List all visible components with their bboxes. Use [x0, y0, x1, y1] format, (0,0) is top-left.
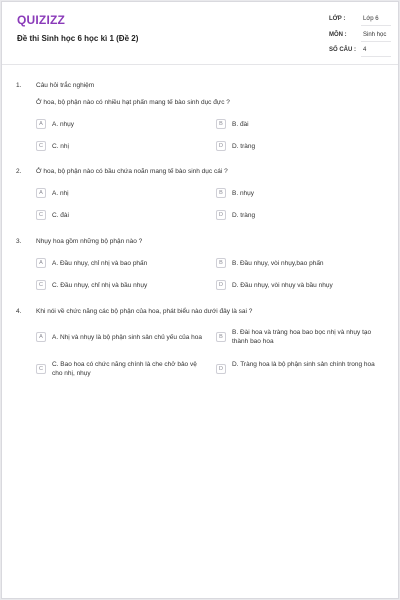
option-letter-box: A	[36, 188, 46, 198]
worksheet-title: Đề thi Sinh học 6 học kì 1 (Đề 2)	[17, 34, 139, 43]
meta-subject-value: Sinh học	[363, 32, 387, 38]
option-letter-box: B	[216, 258, 226, 268]
option-letter-box: D	[216, 280, 226, 290]
option-letter-box: C	[36, 364, 46, 374]
meta-subject-underline	[361, 41, 391, 42]
meta-class-value: Lớp 6	[363, 16, 379, 22]
option-letter-box: B	[216, 119, 226, 129]
option-text: A. Nhị và nhụy là bộ phận sinh sản chủ yếu của hoa	[52, 334, 202, 341]
option-letter-box: A	[36, 332, 46, 342]
worksheet-page	[1, 1, 399, 599]
meta-question-count-value: 4	[363, 47, 367, 53]
option-text: A. Đầu nhụy, chỉ nhị và bao phấn	[52, 260, 148, 267]
question-4-number: 4.	[16, 308, 22, 315]
option-text: A. nhị	[52, 190, 69, 197]
meta-question-count-underline	[361, 56, 391, 57]
question-3-text: Nhụy hoa gồm những bộ phận nào ?	[36, 238, 143, 245]
option-letter-box: B	[216, 188, 226, 198]
meta-subject-label: MÔN :	[329, 32, 347, 38]
meta-class-label: LỚP :	[329, 16, 346, 22]
option-text: B. Đài hoa và tràng hoa bao bọc nhị và nhụy tạo thành bao hoa	[232, 329, 372, 345]
option-letter-box: D	[216, 210, 226, 220]
option-text: C. Đầu nhụy, chỉ nhị và bầu nhụy	[52, 282, 148, 289]
option-text: D. Tràng hoa là bộ phận sinh sản chính trong hoa	[232, 361, 375, 368]
question-3-number: 3.	[16, 238, 22, 245]
option-letter-box: C	[36, 210, 46, 220]
question-2-text: Ở hoa, bộ phận nào có bầu chứa noãn mang tế bào sinh dục cái ?	[36, 168, 228, 175]
quizizz-logo: QUIZIZZ	[17, 13, 66, 27]
option-letter-box: D	[216, 364, 226, 374]
option-text: D. Đầu nhụy, vòi nhụy và bầu nhụy	[232, 282, 333, 289]
option-text: D. tràng	[232, 212, 256, 219]
option-text: B. nhụy	[232, 190, 255, 197]
worksheet-header	[2, 2, 398, 65]
question-4-text: Khi nói về chức năng các bộ phận của hoa, phát biểu nào dưới đây là sai ?	[36, 308, 253, 315]
option-text: C. Bao hoa có chức năng chính là che chở bảo vệ cho nhị, nhụy	[52, 361, 197, 377]
question-1-text: Ở hoa, bộ phận nào có nhiều hạt phấn mang tế bào sinh dục đực ?	[36, 99, 230, 106]
option-text: B. đài	[232, 121, 249, 128]
question-1-section: Câu hỏi trắc nghiệm	[36, 82, 95, 89]
option-letter-box: C	[36, 280, 46, 290]
question-1-number: 1.	[16, 82, 22, 89]
option-text: C. đài	[52, 212, 69, 219]
option-letter-box: C	[36, 141, 46, 151]
option-letter-box: A	[36, 119, 46, 129]
option-letter-box: D	[216, 141, 226, 151]
option-letter-box: B	[216, 332, 226, 342]
option-text: D. tràng	[232, 143, 256, 150]
meta-class-underline	[361, 25, 391, 26]
option-text: C. nhị	[52, 143, 69, 150]
option-letter-box: A	[36, 258, 46, 268]
option-text: A. nhụy	[52, 121, 75, 128]
meta-question-count-label: SỐ CÂU :	[329, 47, 356, 53]
question-2-number: 2.	[16, 168, 22, 175]
option-text: B. Đầu nhụy, vòi nhụy,bao phấn	[232, 260, 324, 267]
